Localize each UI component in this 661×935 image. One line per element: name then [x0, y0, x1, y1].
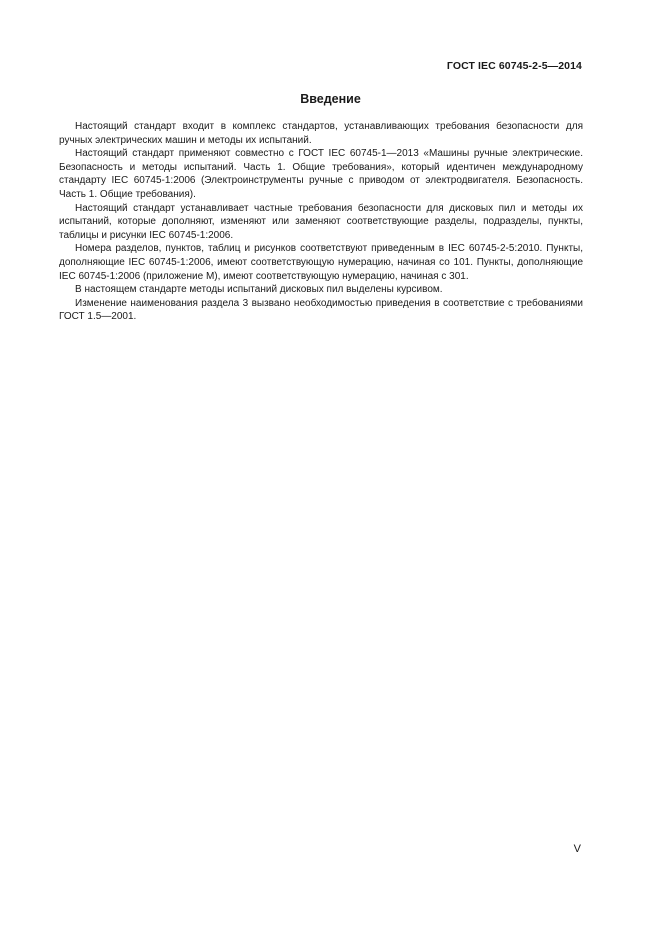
body-text: [59, 120, 583, 324]
paragraph-applied-with: Настоящий стандарт применяют совместно с ГОСТ IEC 60745-1—2013 «Машины ручные электрические. Безопасность и методы испытаний. Часть 1. Общие требования», который идентичен международному стандарту IEC 60745-1:2006 (Электроинструменты ручные с приводом от электродвигателя. Безопасность. Часть 1. Общие требования).: [59, 148, 583, 200]
paragraph-section-rename: Изменение наименования раздела 3 вызвано необходимостью приведения в соответствие с требованиями ГОСТ 1.5—2001.: [59, 297, 583, 323]
page-title: Введение: [300, 92, 361, 106]
paragraph-numbering: Номера разделов, пунктов, таблиц и рисунков соответствуют приведенным в IEC 60745-2-5:2010. Пункты, дополняющие IEC 60745-1:2006, имеют соответствующую нумерацию, начиная со 101. Пункты, дополняющие IEC 60745-1:2006 (приложение М), имеют соответствующую нумерацию, начиная с 301.: [59, 243, 583, 282]
page-number: V: [573, 843, 581, 855]
document-code: ГОСТ IEC 60745-2-5—2014: [446, 60, 582, 72]
paragraph-requirements: Настоящий стандарт устанавливает частные требования безопасности для дисковых пил и методы их испытаний, которые дополняют, изменяют или заменяют соответствующие разделы, подразделы, пункты, таблицы и рисунки IEC 60745-1:2006.: [59, 202, 583, 241]
paragraph-scope: Настоящий стандарт входит в комплекс стандартов, устанавливающих требования безопасности для ручных электрических машин и методы их испытаний.: [59, 121, 583, 146]
paragraph-italics-note: В настоящем стандарте методы испытаний дисковых пил выделены курсивом.: [75, 284, 443, 296]
